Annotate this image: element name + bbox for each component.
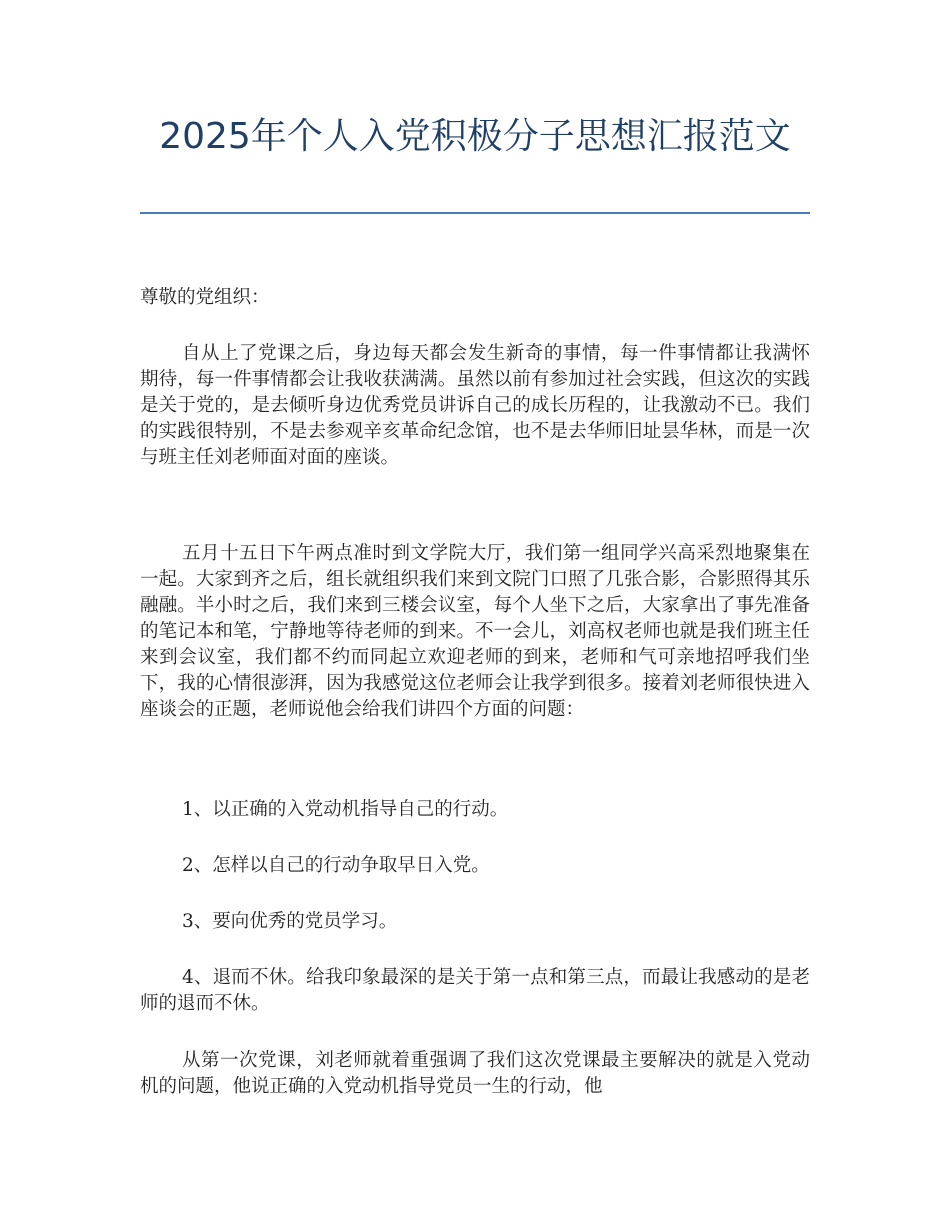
title-divider (140, 212, 810, 214)
paragraph-3: 从第一次党课，刘老师就着重强调了我们这次党课最主要解决的就是入党动机的问题，他说正确的入党动机指导党员一生的行动，他 (140, 1050, 810, 1097)
paragraph-1: 自从上了党课之后，身边每天都会发生新奇的事情，每一件事情都让我满怀期待，每一件事情都会让我收获满满。虽然以前有参加过社会实践，但这次的实践是关于党的，是去倾听身边优秀党员讲诉自己的成长历程的，让我激动不已。我们的实践很特别，不是去参观辛亥革命纪念馆，也不是去华师旧址昙华林，而是一次与班主任刘老师面对面的座谈。 (140, 343, 810, 468)
list-item-3: 3、要向优秀的党员学习。 (182, 911, 398, 932)
list-item-2: 2、怎样以自己的行动争取早日入党。 (182, 855, 490, 876)
salutation: 尊敬的党组织： (140, 287, 270, 308)
document-title: 2025年个人入党积极分子思想汇报范文 (159, 116, 791, 157)
paragraph-2: 五月十五日下午两点准时到文学院大厅，我们第一组同学兴高采烈地聚集在一起。大家到齐之后，组长就组织我们来到文院门口照了几张合影，合影照得其乐融融。半小时之后，我们来到三楼会议室，每个人坐下之后，大家拿出了事先准备的笔记本和笔，宁静地等待老师的到来。不一会儿，刘高权老师也就是我们班主任来到会议室，我们都不约而同起立欢迎老师的到来，老师和气可亲地招呼我们坐下，我的心情很澎湃，因为我感觉这位老师会让我学到很多。接着刘老师很快进入座谈会的正题，老师说他会给我们讲四个方面的问题： (140, 543, 810, 720)
list-item-4: 4、退而不休。给我印象最深的是关于第一点和第三点，而最让我感动的是老师的退而不休。 (140, 967, 810, 1014)
list-item-1: 1、以正确的入党动机指导自己的行动。 (182, 799, 509, 820)
